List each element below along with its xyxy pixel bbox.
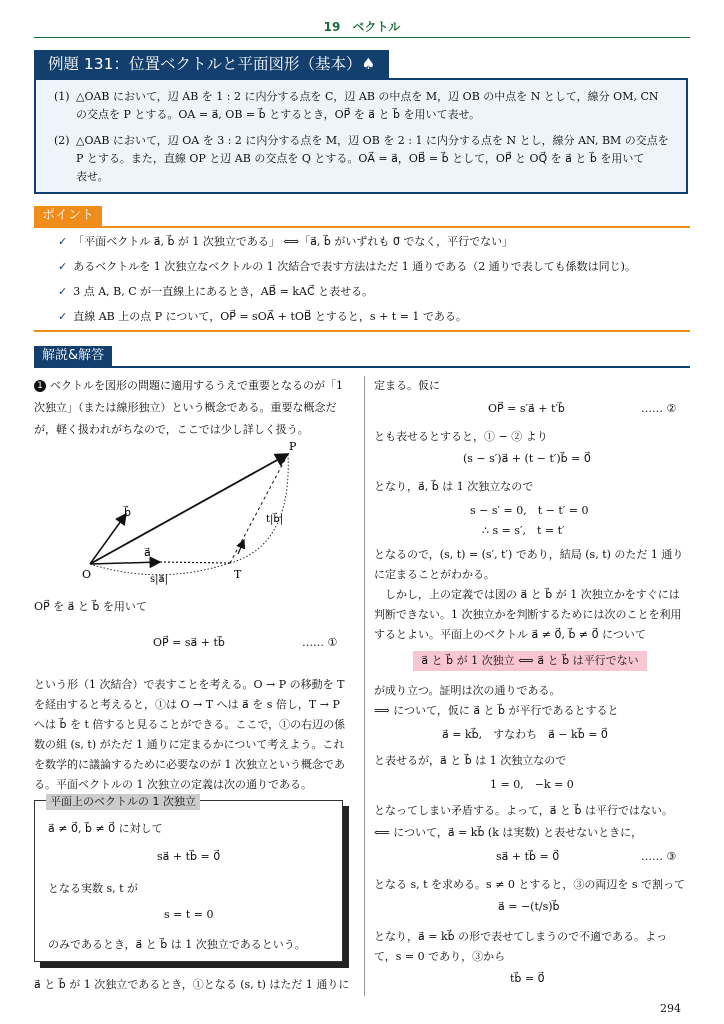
point-divider [34,226,690,228]
b-arrow [90,514,126,564]
problem-text: △OAB において，辺 OA を 3 : 2 に内分する点を M，辺 OB を 2 : 1 に内分する点を N とし，線分 AN, BM の交点を [76,134,669,147]
problem-1 [54,88,682,124]
label-tb: t|b⃗| [266,514,284,525]
body-line: 判断できない。1 次独立かを判断するためには次のことを利用 [374,608,682,621]
definition-equation: s = t = 0 [164,908,214,921]
label-O: O [82,568,92,581]
point-divider [34,330,690,332]
intro-line: 1 ベクトルを図形の問題に適用するうえで重要となるのが「1 [34,377,343,395]
definition-line: a⃗ ≠ 0⃗, b⃗ ≠ 0⃗ に対して [48,822,163,835]
problem-text: △OAB において，辺 AB を 1 : 2 に内分する点を C，辺 AB の中点を M，辺 OB の中点を N として，線分 OM, CN [76,90,659,103]
body-line: となり，a⃗ = kb⃗ の形で表せてしまうので不適である。よっ [374,930,668,943]
key-fact-highlight: a⃗ と b⃗ が 1 次独立 ⟺ a⃗ と b⃗ は平行でない [413,651,647,671]
problem-text: の交点を P とする。OA = a⃗, OB = b⃗ とするとき，OP⃗ を a⃗ と b⃗ を用いて表せ。 [76,108,481,121]
body-line: に定まることがわかる。 [374,568,495,581]
problem-2 [54,132,682,186]
s-brace [90,563,230,575]
label-T: T [234,568,242,581]
point-title: ポイント [34,206,102,226]
answer-title: 解説&解答 [34,346,112,366]
body-line: を数学的に議論するために必要なのが 1 次独立という概念であ [34,758,345,771]
label-sa: s|a⃗| [150,574,168,585]
equation-5: a⃗ = kb⃗, すなわち a⃗ − kb⃗ = 0⃗ [442,728,608,741]
body-line: となってしまい矛盾する。よって，a⃗ と b⃗ は平行ではない。 [374,804,673,817]
column-divider [364,376,365,996]
body-line: しかし，上の定義では図の a⃗ と b⃗ が 1 次独立かをすぐには [374,588,680,601]
equation-4a: s − s′ = 0, t − t′ = 0 [470,504,589,517]
body-line: 定まる。仮に [374,379,440,392]
equation-tag: …… ③ [641,850,677,863]
point-item: ✓ 「平面ベクトル a⃗, b⃗ が 1 次独立である」 ⟺「a⃗, b⃗ がいずれも 0⃗ でなく，平行でない」 [58,235,514,248]
body-line: するとよい。平面上のベクトル a⃗ ≠ 0⃗, b⃗ ≠ 0⃗ について [374,628,646,641]
definition-line: となる実数 s, t が [48,882,139,895]
body-line: という形（1 次結合）で表すことを考える。O → P の移動を T [34,678,345,691]
problem-text: 表せ。 [76,170,109,183]
body-line: へは b⃗ を t 倍すると見ることができる。ここで，①の右辺の係 [34,718,346,731]
definition-line: のみであるとき，a⃗ と b⃗ は 1 次独立であるという。 [48,938,306,951]
problem-text: P とする。また，直線 OP と辺 AB の交点を Q とする。OA⃗ = a⃗，OB⃗ = b⃗ として，OP⃗ と OQ⃗ を a⃗ と b⃗ を用いて [76,152,645,165]
equation-2: OP⃗ = s′a⃗ + t′b⃗ [488,402,565,415]
equation-3: (s − s′)a⃗ + (t − t′)b⃗ = 0⃗ [463,452,591,465]
check-icon: ✓ [58,260,68,273]
a-arrow [90,562,160,564]
label-a: a⃗ [144,546,151,559]
ot-dotted [160,562,230,563]
body-line: ⟸ について，a⃗ = kb⃗ (k は実数) と表せないときに， [374,826,643,839]
equation-6: 1 = 0, −k = 0 [490,778,574,791]
body-line: となる s, t を求める。s ≠ 0 とすると，③の両辺を s で割って [374,878,686,891]
equation-9: tb⃗ = 0⃗ [510,972,545,985]
label-b: b⃗ [124,506,131,519]
equation-tag: …… ② [641,402,677,415]
definition-title: 平面上のベクトルの 1 次独立 [46,794,200,810]
body-line: る。平面ベクトルの 1 次独立の定義は次の通りである。 [34,778,312,791]
vector-figure [60,436,360,586]
body-line: とも表せるとすると，① − ② より [374,430,548,443]
equation-tag: …… ① [302,636,338,649]
chapter-header: 19 ベクトル [323,20,401,34]
label-P: P [289,440,297,453]
equation-4b: ∴ s = s′, t = t′ [482,524,565,537]
body-line: a⃗ と b⃗ が 1 次独立であるとき，①となる (s, t) はただ 1 通りに [34,978,350,991]
check-icon: ✓ [58,285,68,298]
point-item: ✓ 3 点 A, B, C が一直線上にあるとき，AB⃗ = kAC⃗ と表せる。 [58,285,374,298]
intro-line: 次独立」（または線形独立）という概念である。重要な概念だ [34,401,337,414]
equation-8: a⃗ = −(t/s)b⃗ [498,900,560,913]
problem-number: (1) [54,90,70,103]
op-text: OP⃗ を a⃗ と b⃗ を用いて [34,600,147,613]
body-line: が成り立つ。証明は次の通りである。 [374,684,561,697]
page-number: 294 [660,1002,681,1015]
point-item: ✓ あるベクトルを 1 次独立なベクトルの 1 次結合で表す方法はただ 1 通りである（2 通りで表しても係数は同じ)。 [58,260,636,273]
body-line: ⟹ について，仮に a⃗ と b⃗ が平行であるとすると [374,704,619,717]
header-divider [34,37,690,38]
answer-divider [34,366,690,368]
body-line: となり，a⃗, b⃗ は 1 次独立なので [374,480,534,493]
example-title: 例題 131：位置ベクトルと平面図形（基本）♠ [34,50,389,78]
example-box [34,78,688,194]
definition-equation: sa⃗ + tb⃗ = 0⃗ [157,850,221,863]
bullet-icon: 1 [34,380,46,392]
equation-1: OP⃗ = sa⃗ + tb⃗ [153,636,225,649]
check-icon: ✓ [58,235,68,248]
intro-line: が，軽く扱われがちなので，ここでは少し詳しく扱う。 [34,423,309,436]
body-line: を経由すると考えると，①は O → T へは a⃗ を s 倍し，T → P [34,698,340,711]
point-item: ✓ 直線 AB 上の点 P について，OP⃗ = sOA⃗ + tOB⃗ とすると，s + t = 1 である。 [58,310,467,323]
problem-number: (2) [54,134,70,147]
body-line: となるので，(s, t) = (s′, t′) であり，結局 (s, t) のただ 1 通り [374,548,684,561]
check-icon: ✓ [58,310,68,323]
body-line: と表せるが，a⃗ と b⃗ は 1 次独立なので [374,754,567,767]
equation-7: sa⃗ + tb⃗ = 0⃗ [496,850,560,863]
body-line: て，s = 0 であり，③から [374,950,506,963]
body-line: 数の組 (s, t) がただ 1 通りに定まるかについて考えよう。これ [34,738,345,751]
